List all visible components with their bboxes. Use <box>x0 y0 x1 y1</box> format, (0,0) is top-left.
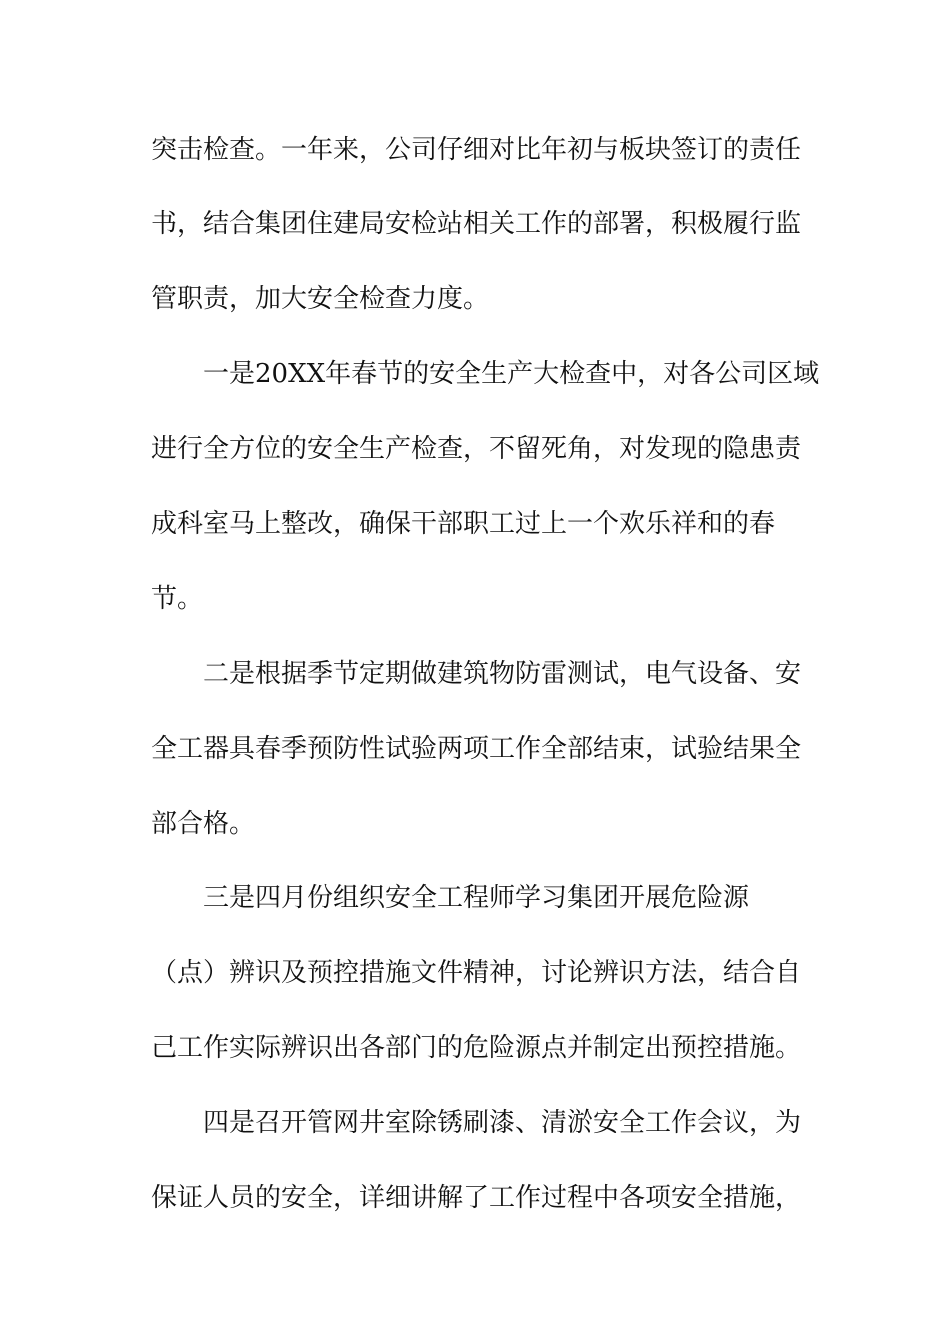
body-text-line: 保证人员的安全，详细讲解了工作过程中各项安全措施， <box>151 1183 802 1213</box>
body-text-line: 管职责，加大安全检查力度。 <box>151 284 490 314</box>
body-text-line: 全工器具春季预防性试验两项工作全部结束，试验结果全 <box>151 734 802 764</box>
paragraph-start-line: 四是召开管网井室除锈刷漆、清淤安全工作会议，为 <box>203 1108 802 1138</box>
body-text-line: 书，结合集团住建局安检站相关工作的部署，积极履行监 <box>151 209 802 239</box>
paragraph-start-line: 三是四月份组织安全工程师学习集团开展危险源 <box>203 883 750 913</box>
body-text-line: 节。 <box>151 584 204 614</box>
body-text-line: 部合格。 <box>151 809 256 839</box>
body-text-line: 成科室马上整改，确保干部职工过上一个欢乐祥和的春 <box>151 509 776 539</box>
body-text-line: 突击检查。一年来，公司仔细对比年初与板块签订的责任 <box>151 135 802 165</box>
paragraph-start-line: 二是根据季节定期做建筑物防雷测试，电气设备、安 <box>203 659 802 689</box>
paragraph-start-line: 一是20XX年春节的安全生产大检查中，对各公司区域 <box>203 359 820 389</box>
body-text-line: （点）辨识及预控措施文件精神，讨论辨识方法，结合自 <box>151 958 802 988</box>
body-text-line: 己工作实际辨识出各部门的危险源点并制定出预控措施。 <box>151 1033 802 1063</box>
body-text-line: 进行全方位的安全生产检查，不留死角，对发现的隐患责 <box>151 434 802 464</box>
